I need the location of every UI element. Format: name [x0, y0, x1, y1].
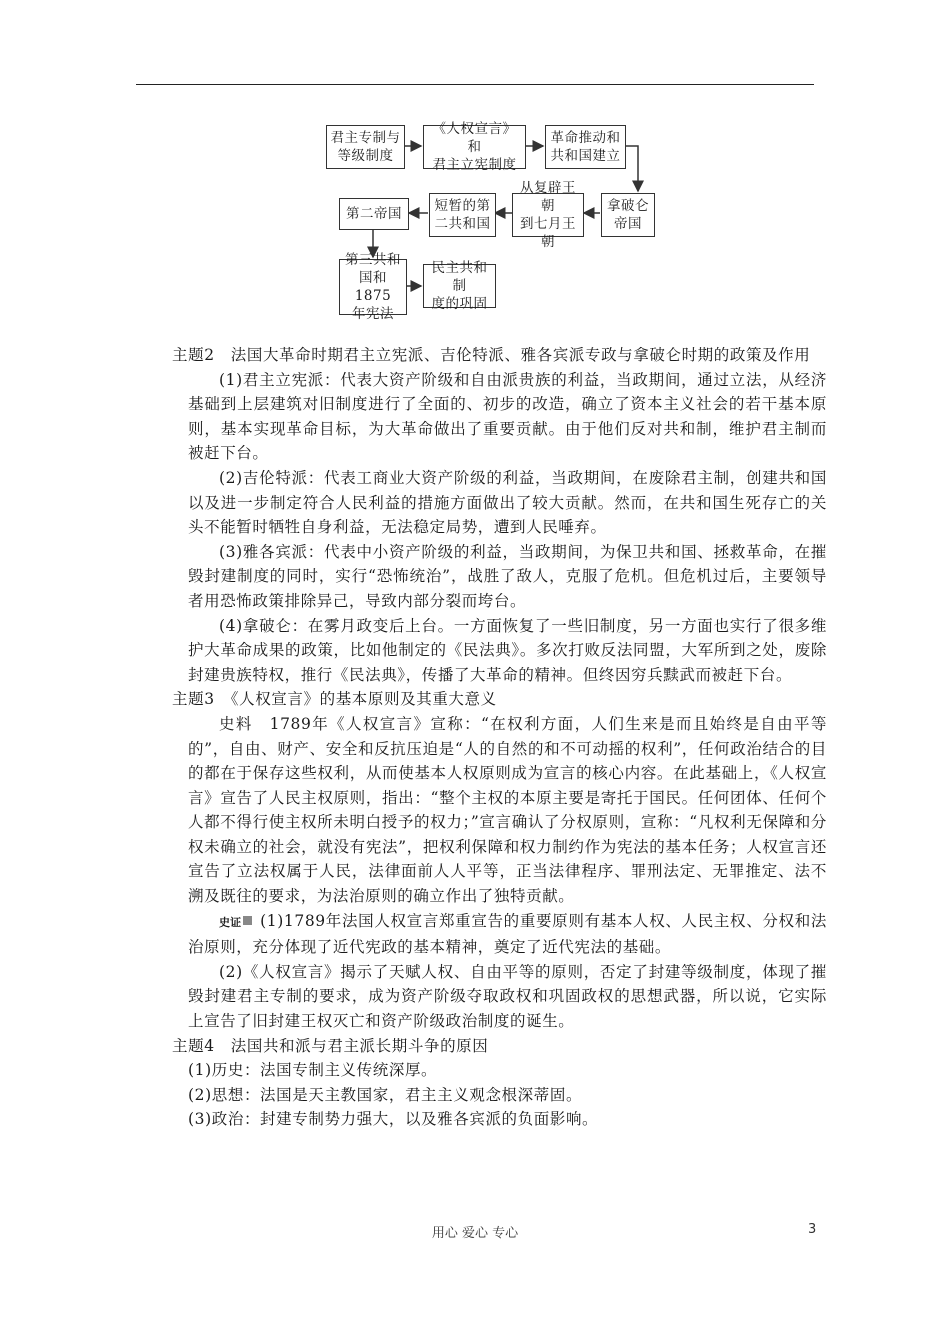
topic3-source: 史料 1789年《人权宣言》宣称：“在权利方面，人们生来是而且始终是自由平等的”，自由、财产、安全和反抗压迫是“人的自然的和不可动摇的权利”，任何政治结合的目的都在于保存这些权利，从而使基本人权原则成为宣言的核心内容。在此基础上，《人权宣言》宣告了人民主权原则，指出：“整个主权的本原主要是寄托于国民。任何团体、任何个人都不得行使主权所未明白授予的权力；”宣言确认了分权原则，宣称：“凡权利无保障和分权未确立的社会，就没有宪法”，把权利保障和权力制约作为宪法的基本任务；人权宣言还宣告了立法权属于人民，法律面前人人平等，正当法律程序、罪刑法定、无罪推定、法不溯及既往的要求，为法治原则的确立作出了独特贡献。: [188, 714, 827, 906]
document-body: [172, 343, 827, 1132]
topic4-heading: 主题4 法国共和派与君主派长期斗争的原因: [172, 1036, 489, 1055]
flow-box-third-republic: 第三共和 国和1875 年宪法: [339, 259, 407, 315]
topic4-item-1: (1)历史：法国专制主义传统深厚。: [188, 1061, 438, 1080]
topic2-paragraph-2: (2)吉伦特派：代表工商业大资产阶级的利益，当政期间，在废除君主制，创建共和国以及进一步制定符合人民利益的措施方面做出了较大贡献。然而，在共和国生死存亡的关头不能暂时牺牲自身利益，无法稳定局势，遭到人民唾弃。: [188, 468, 827, 537]
topic2-paragraph-1: (1)君主立宪派：代表大资产阶级和自由派贵族的利益，当政期间，通过立法，从经济基础到上层建筑对旧制度进行了全面的、初步的改造，确立了资本主义社会的若干基本原则，基本实现革命目标，为大革命做出了重要贡献。由于他们反对共和制，维护君主制而被赶下台。: [188, 370, 827, 463]
footer-motto: 用心 爱心 专心: [431, 1226, 519, 1241]
flow-box-absolute-monarchy: 君主专制与 等级制度: [326, 125, 405, 169]
evidence-tag-icon: [243, 916, 252, 925]
page-number: 3: [808, 1222, 817, 1237]
evidence-tag: 史证: [219, 915, 242, 929]
flow-box-democratic-consolidation: 民主共和制 度的巩固: [423, 264, 496, 308]
flow-box-second-republic: 短暂的第 二共和国: [429, 193, 496, 237]
topic2-paragraph-4: (4)拿破仑：在雾月政变后上台。一方面恢复了一些旧制度，另一方面也实行了很多维护大革命成果的政策，比如他制定的《民法典》。多次打败反法同盟，大军所到之处，废除封建贵族特权，推行《民法典》，传播了大革命的精神。但终因穷兵黩武而被赶下台。: [188, 616, 827, 684]
topic3-heading: 主题3 《人权宣言》的基本原则及其重大意义: [172, 690, 497, 709]
flow-box-napoleon-empire: 拿破仑 帝国: [601, 193, 655, 237]
topic2-heading: 主题2 法国大革命时期君主立宪派、吉伦特派、雅各宾派专政与拿破仑时期的政策及作用: [172, 346, 811, 364]
topic3-evidence-1: 史证 (1)1789年法国人权宣言郑重宣告的重要原则有基本人权、人民主权、分权和法治原则，充分体现了近代宪政的基本精神，奠定了近代宪法的基础。: [188, 911, 827, 957]
topic4-item-3: (3)政治：封建专制势力强大，以及雅各宾派的负面影响。: [188, 1110, 599, 1129]
topic3-evidence-2: (2)《人权宣言》揭示了天赋人权、自由平等的原则，否定了封建等级制度，体现了摧毁封建君主专制的要求，成为资产阶级夺取政权和巩固政权的思想武器，所以说，它实际上宣告了旧封建王权灭亡和资产阶级政治制度的诞生。: [188, 962, 827, 1031]
arrow-3-4: [626, 146, 638, 191]
flow-box-republic-founded: 革命推动和 共和国建立: [545, 125, 626, 169]
flow-box-second-empire: 第二帝国: [339, 198, 409, 230]
topic2-paragraph-3: (3)雅各宾派：代表中小资产阶级的利益，当政期间，为保卫共和国、拯救革命，在摧毁封建制度的同时，实行“恐怖统治”，战胜了敌人，克服了危机。但危机过后，主要领导者用恐怖政策排除异己，导致内部分裂而垮台。: [188, 542, 827, 610]
flow-box-declaration: 《人权宣言》和 君主立宪制度: [423, 125, 526, 169]
flow-box-restoration: 从复辟王朝 到七月王朝: [512, 193, 584, 237]
flowchart: [0, 0, 950, 330]
topic4-item-2: (2)思想：法国是天主教国家，君主主义观念根深蒂固。: [188, 1085, 583, 1104]
